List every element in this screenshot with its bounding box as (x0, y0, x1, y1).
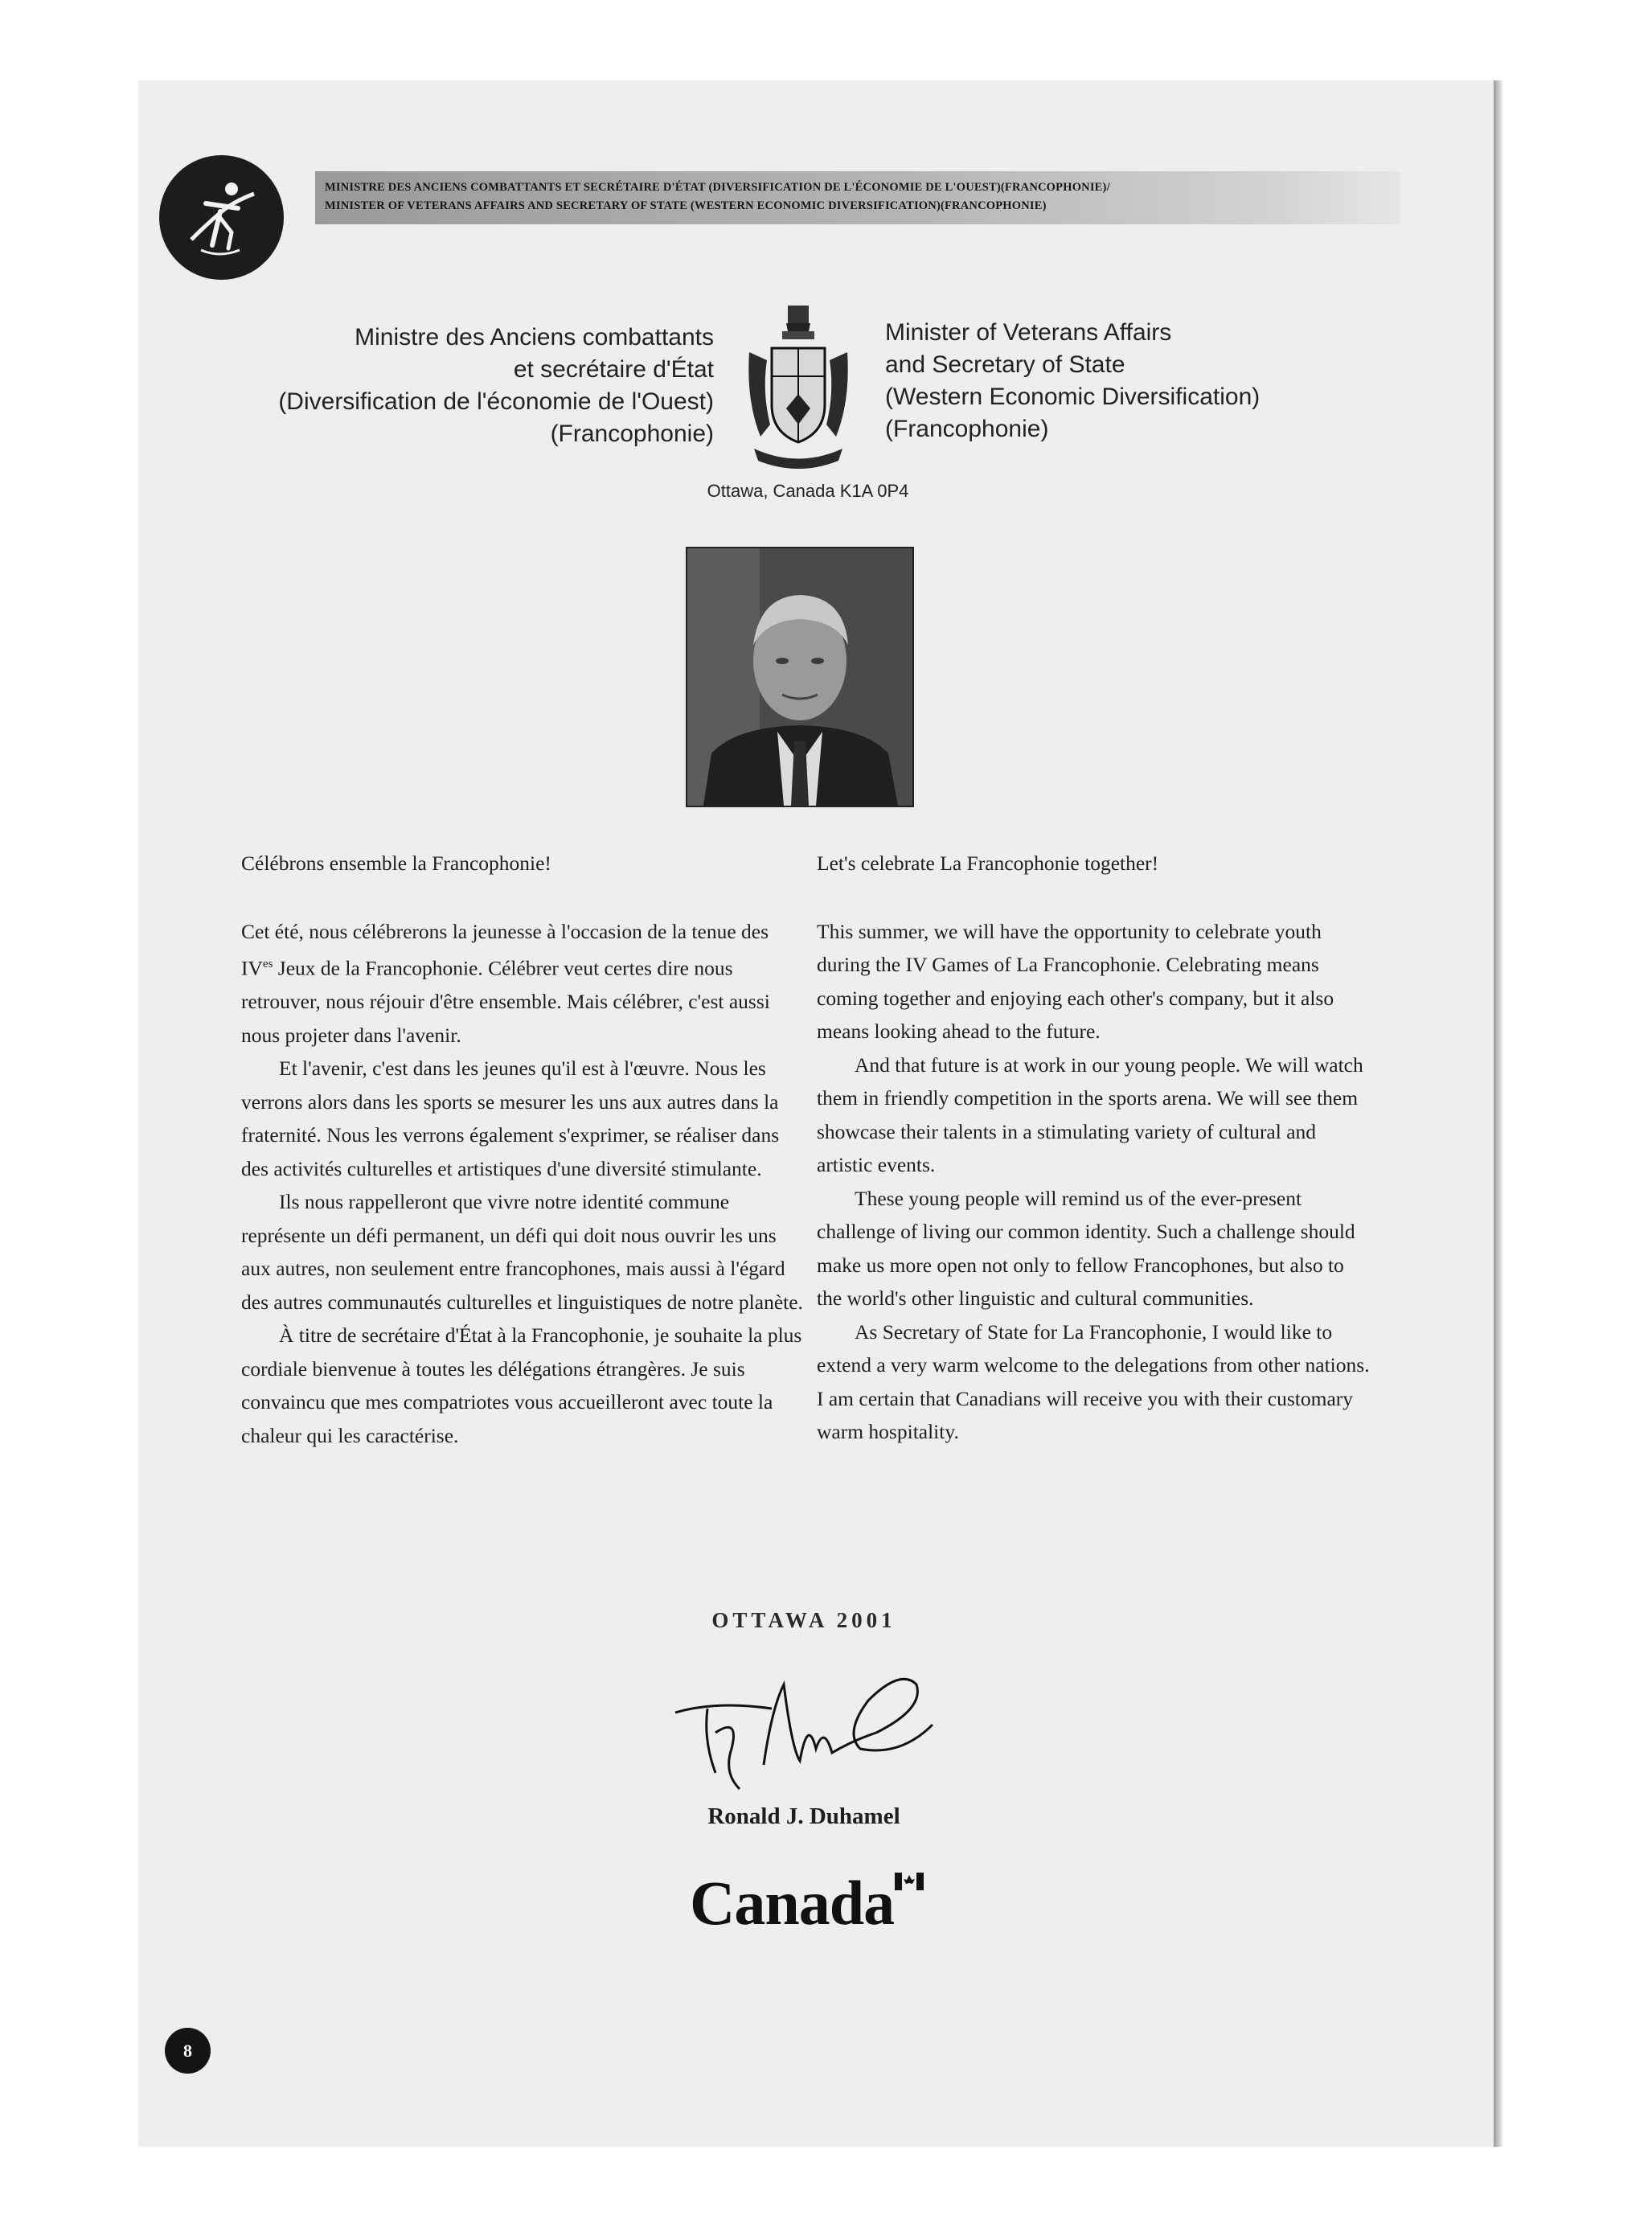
banner-line-fr: MINISTRE DES ANCIENS COMBATTANTS ET SECRÉTAIRE D'ÉTAT (DIVERSIFICATION DE L'ÉCONOMIE DE L'OUEST)(FRANCOPHONIE)/ (325, 181, 1110, 194)
canada-flag-icon (895, 1873, 924, 1890)
banner-line-en: MINISTER OF VETERANS AFFAIRS AND SECRETARY OF STATE (WESTERN ECONOMIC DIVERSIFICATION)(FRANCOPHONIE) (325, 199, 1047, 212)
francophonie-games-logo-icon (159, 155, 284, 280)
message-fr-paragraph (241, 915, 804, 1052)
letterhead-en-line: Minister of Veterans Affairs (885, 319, 1172, 346)
message-en-heading: Let's celebrate La Francophonie together! (817, 851, 1159, 875)
message-french (241, 847, 804, 1452)
header-banner (315, 171, 1400, 224)
message-fr-p1-end: Jeux de la Francophonie. Célébrer veut certes dire nous retrouver, nous réjouir d'être ensemble. Mais célébrer, c'est aussi nous projeter dans l'avenir. (241, 956, 770, 1047)
message-en-paragraph: As Secretary of State for La Francophonie, I would like to extend a very warm welcome to the delegations from other nations. I am certain that Canadians will receive you with their customary warm hospitality. (817, 1319, 1370, 1443)
letterhead-fr-line: (Diversification de l'économie de l'Ouest) (278, 388, 714, 415)
handwritten-signature (659, 1652, 949, 1801)
letterhead-en (885, 317, 1260, 445)
message-en-paragraph: This summer, we will have the opportunity to celebrate youth during the IV Games of La Francophonie. Celebrating means coming together and enjoying each other's company, but it also means looking ahead to the future. (817, 919, 1334, 1043)
message-en-paragraph: And that future is at work in our young people. We will watch them in friendly competition in the sports arena. We will see them showcase their talents in a stimulating variety of cultural and artistic events. (817, 1052, 1363, 1176)
page-edge-shadow (1494, 80, 1503, 2147)
letterhead-fr-line: Ministre des Anciens combattants (355, 324, 714, 351)
signer-name: Ronald J. Duhamel (707, 1803, 900, 1829)
letterhead-fr (278, 322, 714, 450)
minister-portrait (686, 547, 914, 807)
message-fr-paragraph: Et l'avenir, c'est dans les jeunes qu'il est à l'œuvre. Nous les verrons alors dans les sports se mesurer les uns aux autres dans la fraternité. Nous les verrons également s'exprimer, se réaliser dans des activités culturelles et artistiques d'une diversité stimulante. (241, 1057, 780, 1180)
message-en-paragraph: These young people will remind us of the ever-present challenge of living our common identity. Such a challenge should make us more open not only to fellow Francophones, but also to the world's other linguistic and cultural communities. (817, 1186, 1355, 1310)
address: Ottawa, Canada K1A 0P4 (707, 481, 909, 501)
letterhead-fr-line: et secrétaire d'État (513, 356, 714, 383)
message-fr-paragraph: À titre de secrétaire d'État à la Francophonie, je souhaite la plus cordiale bienvenue à toutes les délégations étrangères. Je suis convaincu que mes compatriotes vous accueilleront avec toute la chaleur qui les caractérise. (241, 1323, 802, 1447)
message-english (817, 847, 1373, 1449)
letterhead-fr-line: (Francophonie) (550, 421, 714, 447)
place-date: OTTAWA 2001 (711, 1608, 896, 1632)
message-fr-paragraph: Ils nous rappelleront que vivre notre identité commune représente un défi permanent, un défi qui doit nous ouvrir les uns aux autres, non seulement entre francophones, mais aussi à l'égard des autres communautés culturelles et linguistiques de notre planète. (241, 1190, 803, 1314)
letterhead-en-line: (Western Economic Diversification) (885, 384, 1261, 410)
letterhead-en-line: (Francophonie) (885, 416, 1049, 442)
canada-coat-of-arms-icon (738, 304, 859, 477)
page-number: 8 (165, 2028, 211, 2074)
letterhead-en-line: and Secretary of State (885, 351, 1125, 378)
roman-ordinal-suffix: es (262, 958, 273, 970)
canada-wordmark: Canada (690, 1868, 895, 1938)
message-fr-p1-start: Cet été, nous célébrerons la jeunesse à l'occasion de la tenue des IV (241, 919, 769, 980)
message-fr-heading: Célébrons ensemble la Francophonie! (241, 851, 551, 875)
